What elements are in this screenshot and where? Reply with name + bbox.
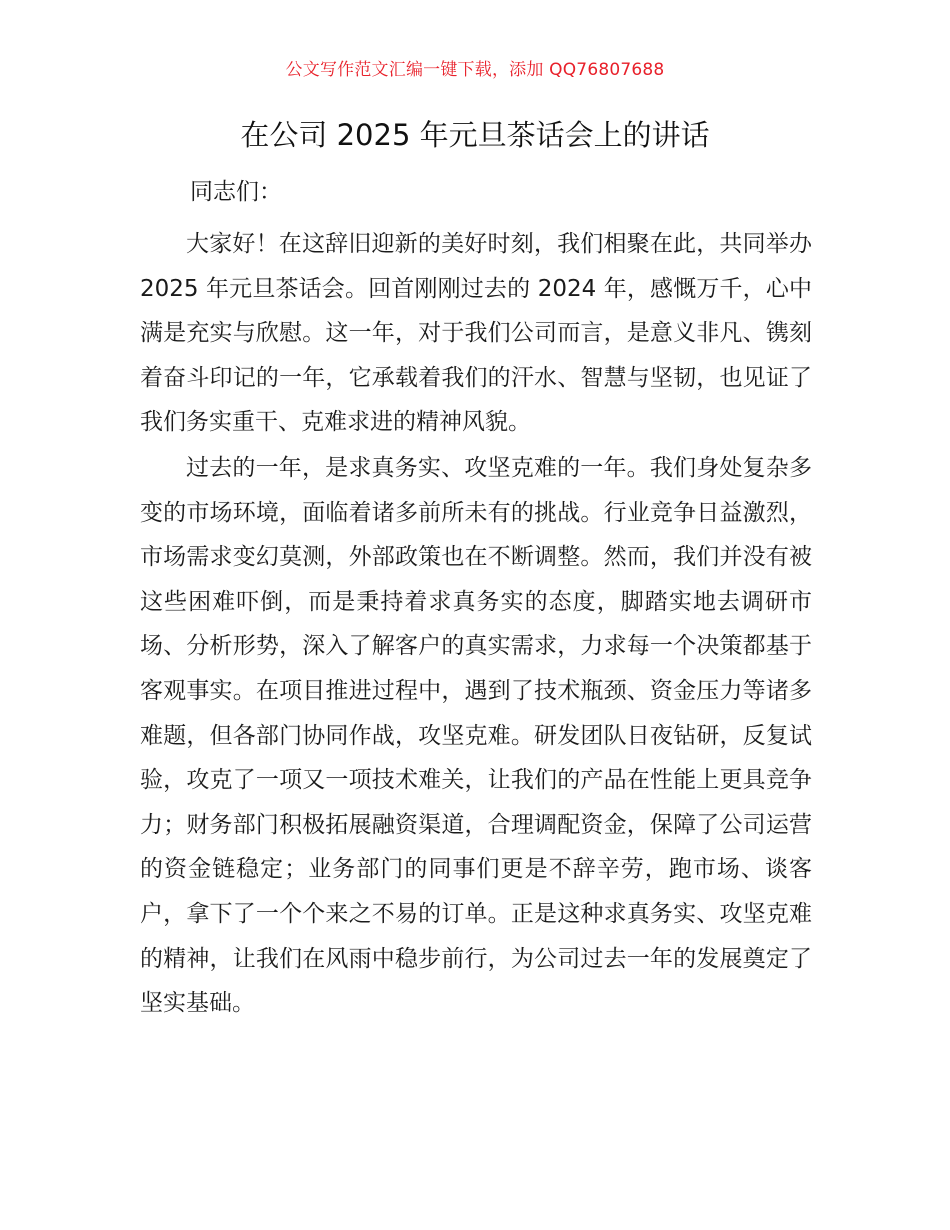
- body-paragraph: 大家好！在这辞旧迎新的美好时刻，我们相聚在此，共同举办 2025 年元旦茶话会。回首刚刚过去的 2024 年，感慨万千，心中满是充实与欣慰。这一年，对于我们公司而言，是意义非凡、镌刻着奋斗印记的一年，它承载着我们的汗水、智慧与坚韧，也见证了我们务实重干、克难求进的精神风貌。: [140, 231, 812, 436]
- page-title: 在公司 2025 年元旦茶话会上的讲话: [240, 118, 710, 152]
- download-watermark: 公文写作范文汇编一键下载，添加 QQ76807688: [285, 60, 665, 80]
- body-paragraph: 过去的一年，是求真务实、攻坚克难的一年。我们身处复杂多变的市场环境，面临着诸多前所未有的挑战。行业竞争日益激烈，市场需求变幻莫测，外部政策也在不断调整。然而，我们并没有被这些困难吓倒，而是秉持着求真务实的态度，脚踏实地去调研市场、分析形势，深入了解客户的真实需求，力求每一个决策都基于客观事实。在项目推进过程中，遇到了技术瓶颈、资金压力等诸多难题，但各部门协同作战，攻坚克难。研发团队日夜钻研，反复试验，攻克了一项又一项技术难关，让我们的产品在性能上更具竞争力；财务部门积极拓展融资渠道，合理调配资金，保障了公司运营的资金链稳定；业务部门的同事们更是不辞辛劳，跑市场、谈客户，拿下了一个个来之不易的订单。正是这种求真务实、攻坚克难的精神，让我们在风雨中稳步前行，为公司过去一年的发展奠定了坚实基础。: [140, 455, 812, 1017]
- salutation: 同志们：: [190, 179, 282, 205]
